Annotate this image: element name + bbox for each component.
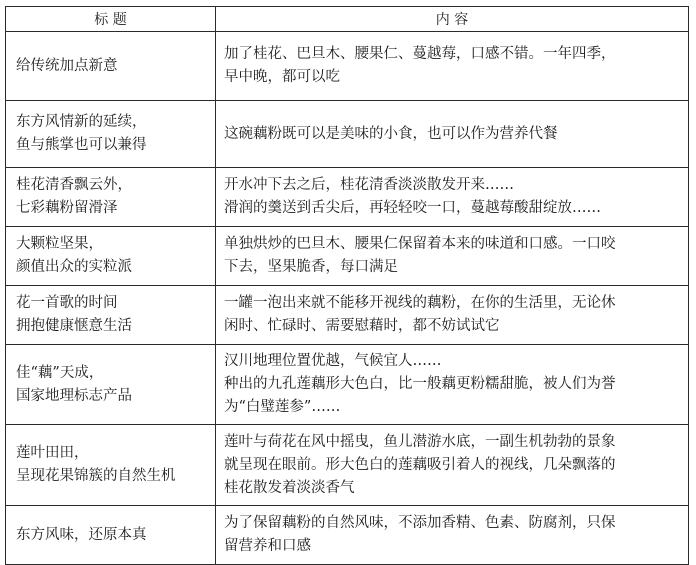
- row-title-cell: [6, 168, 216, 227]
- header-content: 内 容: [216, 7, 689, 32]
- row-content-line: 开水冲下去之后，桂花清香淡淡散发开来……: [224, 177, 514, 193]
- table-row: [6, 506, 689, 565]
- row-title-line: 桂花清香飘云外，: [16, 177, 132, 193]
- row-title-line: 东方风味，还原本真: [16, 526, 147, 543]
- row-content-line: 为了保留藕粉的自然风味，不添加香精、色素、防腐剂，只保: [224, 515, 616, 531]
- row-title-line: 东方风情新的延续，: [16, 114, 147, 130]
- row-content-cell: [216, 425, 689, 506]
- row-content-line: 滑润的羹送到舌尖后，再轻轻咬一口，蔓越莓酸甜绽放……: [224, 200, 601, 216]
- row-title-cell: [6, 425, 216, 506]
- row-title-cell: [6, 345, 216, 425]
- row-content-cell: [216, 32, 689, 101]
- table-row: [6, 101, 689, 168]
- row-title-line: 拥抱健康惬意生活: [16, 318, 132, 334]
- row-content-line: 汉川地理位置优越，气候宜人……: [224, 353, 442, 369]
- row-content-line: 早中晚，都可以吃: [224, 69, 340, 85]
- row-content-cell: [216, 286, 689, 345]
- content-table: [5, 6, 689, 565]
- table-row: [6, 227, 689, 286]
- table-row: [6, 345, 689, 425]
- table-row: [6, 168, 689, 227]
- row-content-line: 闲时、忙碌时、需要慰藉时，都不妨试试它: [224, 318, 500, 334]
- row-content-cell: [216, 506, 689, 565]
- row-content-line: 为“白璧莲参”……: [224, 399, 341, 415]
- row-title-line: 莲叶田田，: [16, 445, 89, 461]
- row-title-line: 颜值出众的实粒派: [16, 259, 132, 275]
- row-title-line: 给传统加点新意: [16, 57, 118, 74]
- table-row: [6, 286, 689, 345]
- row-content-line: 一罐一泡出来就不能移开视线的藕粉，在你的生活里，无论休: [224, 295, 616, 311]
- row-title-line: 七彩藕粉留滑泽: [16, 200, 118, 216]
- row-title-cell: [6, 227, 216, 286]
- table-header-row: [6, 7, 689, 32]
- row-content-line: 这碗藕粉既可以是美味的小食，也可以作为营养代餐: [224, 125, 558, 142]
- row-title-line: 花一首歌的时间: [16, 295, 118, 311]
- row-title-line: 佳“藕”天成，: [16, 364, 104, 381]
- row-title-line: 鱼与熊掌也可以兼得: [16, 137, 147, 153]
- row-title-cell: [6, 286, 216, 345]
- row-content-line: 单独烘炒的巴旦木、腰果仁保留着本来的味道和口感。一口咬: [224, 236, 616, 252]
- row-content-cell: [216, 345, 689, 425]
- row-content-line: 桂花散发着淡淡香气: [224, 479, 355, 496]
- row-title-cell: [6, 506, 216, 565]
- row-content-cell: [216, 227, 689, 286]
- row-title-line: 大颗粒坚果，: [16, 236, 103, 252]
- row-title-cell: [6, 101, 216, 168]
- row-title-line: 国家地理标志产品: [16, 387, 132, 404]
- table-row: [6, 425, 689, 506]
- row-title-line: 呈现花果锦簇的自然生机: [16, 468, 176, 484]
- row-content-line: 莲叶与荷花在风中摇曳，鱼儿潜游水底，一副生机勃勃的景象: [224, 433, 616, 450]
- row-content-line: 就呈现在眼前。形大色白的莲藕吸引着人的视线，几朵飘落的: [224, 456, 616, 473]
- row-content-line: 下去，坚果脆香，每口满足: [224, 259, 398, 275]
- table-row: [6, 32, 689, 101]
- row-title-cell: [6, 32, 216, 101]
- row-content-cell: [216, 168, 689, 227]
- row-content-line: 加了桂花、巴旦木、腰果仁、蔓越莓，口感不错。一年四季，: [224, 46, 616, 62]
- row-content-line: 种出的九孔莲藕形大色白，比一般藕更粉糯甜脆，被人们为誉: [224, 376, 616, 392]
- row-content-line: 留营养和口感: [224, 538, 311, 554]
- header-title: 标 题: [6, 7, 216, 32]
- row-content-cell: [216, 101, 689, 168]
